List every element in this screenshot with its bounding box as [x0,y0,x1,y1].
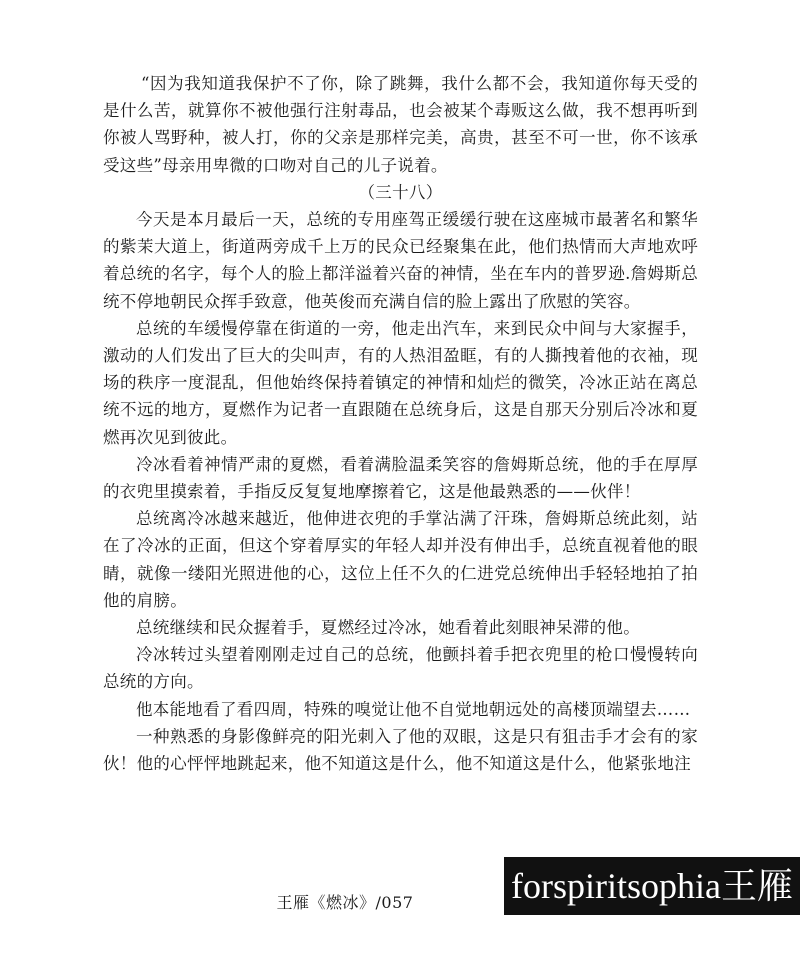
paragraph-approach: 总统离冷冰越来越近，他伸进衣兜的手掌沾满了汗珠，詹姆斯总统此刻，站在了冷冰的正面，但这个穿着厚实的年轻人却并没有伸出手，总统直视着他的眼睛，就像一缕阳光照进他的心，这位上任不久的仁进党总统伸出手轻轻地拍了拍他的肩膀。 [103,509,698,610]
watermark-text: forspiritsophia王雁 [511,866,793,906]
paragraph-look-around: 他本能地看了看四周，特殊的嗅觉让他不自觉地朝远处的高楼顶端望去…… [136,699,691,719]
paragraph-continue: 总统继续和民众握着手，夏燃经过冷冰，她看着此刻眼神呆滞的他。 [136,618,640,638]
watermark-banner [504,857,800,915]
text-body [103,70,698,777]
paragraph-handshake: 总统的车缓慢停靠在街道的一旁，他走出汽车，来到民众中间与大家握手，激动的人们发出了巨大的尖叫声，有的人热泪盈眶，有的人撕拽着他的衣袖，现场的秩序一度混乱，但他始终保持着镇定的神情和灿烂的微笑，冷冰正站在离总统不远的地方，夏燃作为记者一直跟随在总统身后，这是自那天分别后冷冰和夏燃再次见到彼此。 [103,318,698,447]
paragraph-pocket: 冷冰看着神情严肃的夏燃，看着满脸温柔笑容的詹姆斯总统，他的手在厚厚的衣兜里摸索着，手指反反复复地摩擦着它，这是他最熟悉的——伙伴！ [103,454,698,502]
footer-text: 王雁《燃冰》/057 [276,893,414,912]
paragraph-sniper: 一种熟悉的身影像鲜亮的阳光刺入了他的双眼，这是只有狙击手才会有的家伙！他的心怦怦地跳起来，他不知道这是什么，他不知道这是什么，他紧张地注 [103,726,698,774]
chapter-heading: （三十八） [358,182,443,202]
paragraph-turn-gun: 冷冰转过头望着刚刚走过自己的总统，他颤抖着手把衣兜里的枪口慢慢转向总统的方向。 [103,645,698,692]
paragraph-motorcade: 今天是本月最后一天，总统的专用座驾正缓缓行驶在这座城市最著名和繁华的紫茉大道上，街道两旁成千上万的民众已经聚集在此，他们热情而大声地欢呼着总统的名字，每个人的脸上都洋溢着兴奋的神情，坐在车内的普罗逊.詹姆斯总统不停地朝民众挥手致意，他英俊而充满自信的脸上露出了欣慰的笑容。 [103,210,698,311]
paragraph-mother-speech: “因为我知道我保护不了你，除了跳舞，我什么都不会，我知道你每天受的是什么苦，就算你不被他强行注射毒品，也会被某个毒贩这么做，我不想再听到你被人骂野种，被人打，你的父亲是那样完美，高贵，甚至不可一世，你不该承受这些”母亲用卑微的口吻对自己的儿子说着。 [103,74,698,175]
